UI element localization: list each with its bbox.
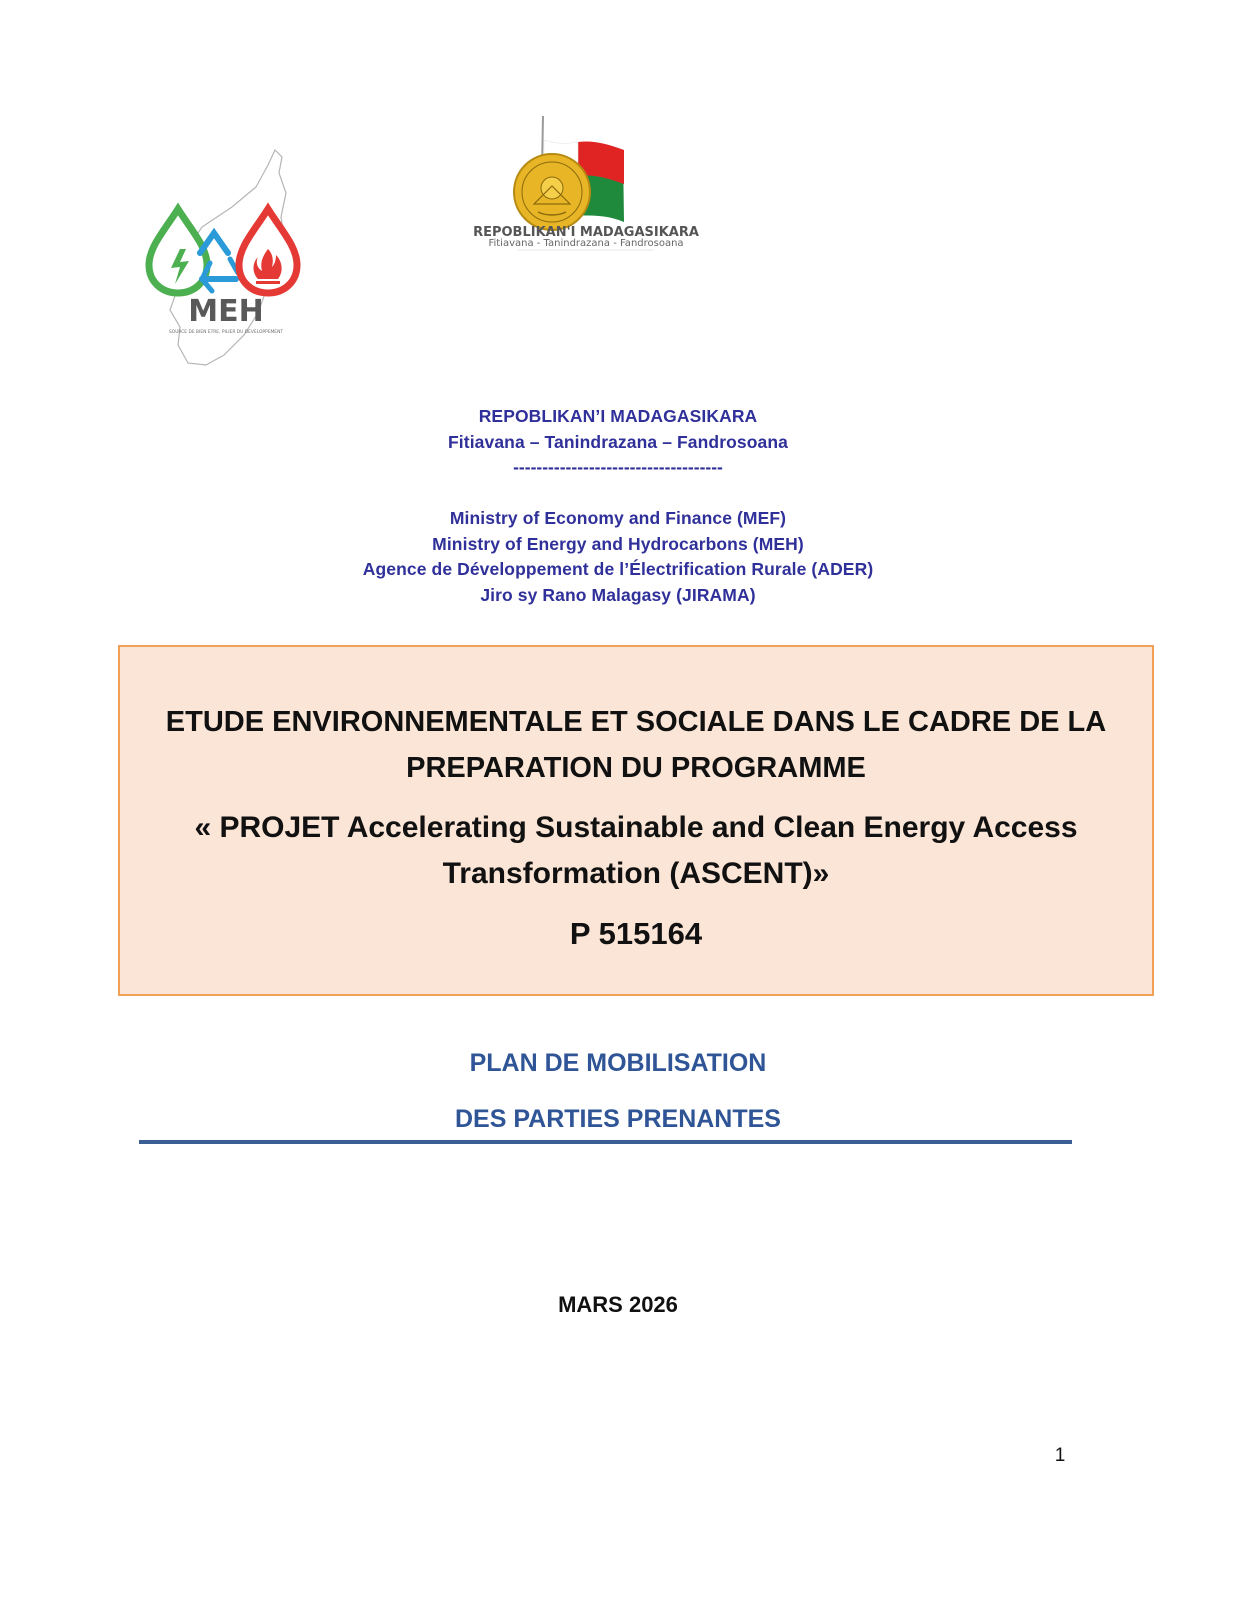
emblem-motto: Fitiavana - Tanindrazana - Fandrosoana — [488, 238, 684, 249]
emblem-country-name: REPOBLIKAN'I MADAGASIKARA — [473, 225, 699, 240]
document-type-line-2: DES PARTIES PRENANTES — [455, 1105, 781, 1133]
institution-mef: Ministry of Economy and Finance (MEF) — [449, 508, 787, 528]
title-line-1: ETUDE ENVIRONNEMENTALE ET SOCIALE DANS LE CADRE DE LA — [165, 706, 1107, 738]
meh-logo-graphic — [140, 145, 320, 375]
header-separator: ------------------------------------ — [513, 457, 723, 477]
header-country: REPOBLIKAN’I MADAGASIKARA — [478, 406, 758, 426]
project-code: P 515164 — [569, 916, 703, 951]
republic-emblem-graphic — [448, 112, 738, 262]
meh-logo — [140, 145, 320, 375]
document-date: MARS 2026 — [558, 1292, 678, 1317]
title-line-2: PREPARATION DU PROGRAMME — [406, 752, 866, 784]
header-motto: Fitiavana – Tanindrazana – Fandrosoana — [448, 432, 788, 452]
page-number: 1 — [1054, 1445, 1066, 1466]
meh-tagline: SOURCE DE BIEN ETRE, PILIER DU DEVELOPPEMENT — [168, 330, 284, 335]
document-type-line-1: PLAN DE MOBILISATION — [469, 1049, 767, 1077]
section-divider — [139, 1140, 1072, 1144]
project-name-line-2: Transformation (ASCENT)» — [442, 857, 830, 890]
institution-meh: Ministry of Energy and Hydrocarbons (MEH) — [432, 534, 804, 554]
republic-emblem-logo — [448, 112, 738, 262]
meh-wordmark: MEH — [188, 294, 264, 329]
title-box — [118, 645, 1154, 996]
recycle-arrow-icon — [200, 233, 228, 253]
institution-jirama: Jiro sy Rano Malagasy (JIRAMA) — [480, 585, 756, 605]
institution-ader: Agence de Développement de l’Électrification Rurale (ADER) — [362, 559, 874, 579]
project-name-line-1: « PROJET Accelerating Sustainable and Clean Energy Access — [194, 811, 1078, 844]
